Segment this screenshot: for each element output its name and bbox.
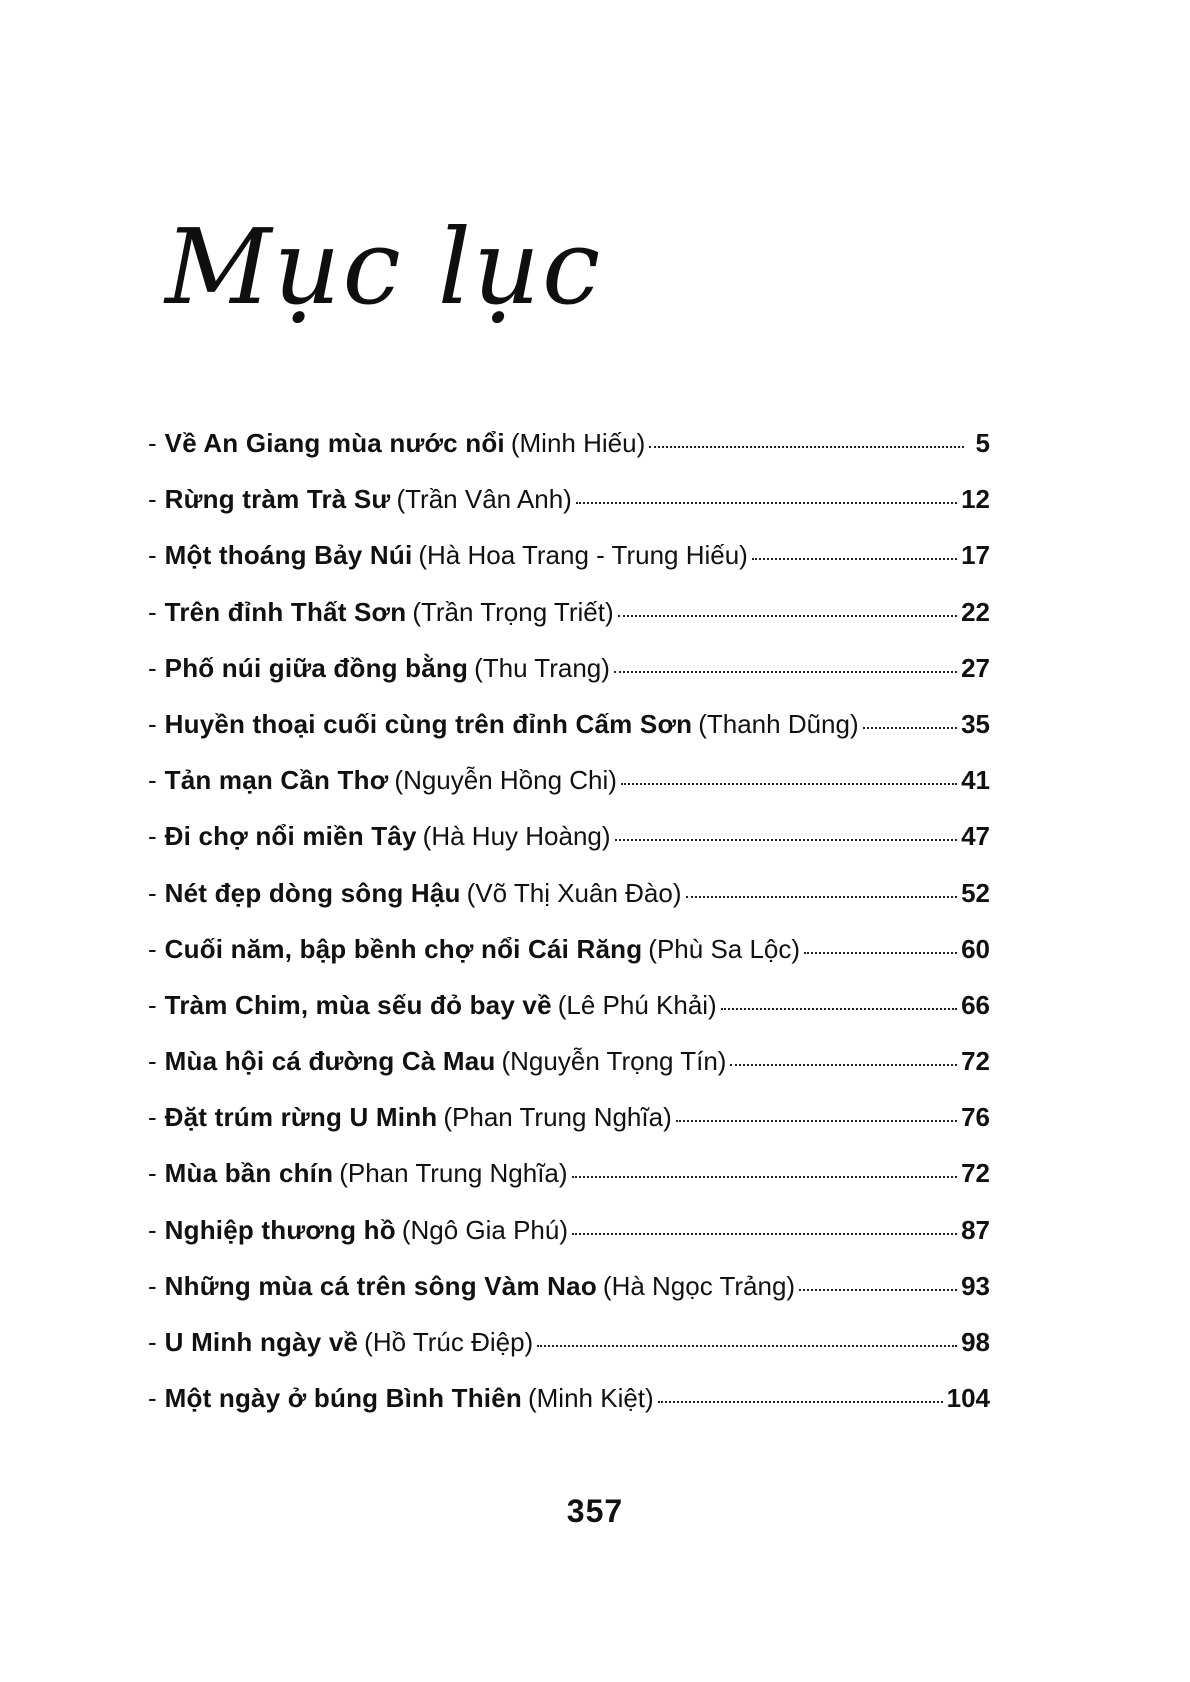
toc-entry xyxy=(148,934,990,990)
toc-entry xyxy=(148,1158,990,1214)
entry-author: (Trần Trọng Triết) xyxy=(412,596,614,627)
entry-page: 72 xyxy=(961,1158,990,1189)
entry-dash: - xyxy=(148,821,157,852)
dot-leader xyxy=(614,671,957,673)
entry-page: 93 xyxy=(961,1270,990,1301)
dot-leader xyxy=(572,1176,958,1178)
entry-dash: - xyxy=(148,1383,157,1414)
entry-author: (Hà Ngọc Trảng) xyxy=(602,1270,796,1301)
page-number: 357 xyxy=(566,1493,624,1529)
dot-leader xyxy=(649,446,964,448)
dot-leader xyxy=(621,783,957,785)
entry-dash: - xyxy=(148,1270,157,1301)
entry-title: Đi chợ nổi miền Tây xyxy=(164,821,417,852)
toc-heading: Mục lục xyxy=(165,206,603,328)
entry-page: 22 xyxy=(961,596,990,627)
toc-entry xyxy=(148,1046,990,1102)
entry-author: (Lê Phú Khải) xyxy=(557,989,717,1020)
entry-page: 72 xyxy=(961,1046,990,1077)
toc-entry xyxy=(148,821,990,877)
entry-title: Tràm Chim, mùa sếu đỏ bay về xyxy=(164,989,552,1020)
dot-leader xyxy=(799,1289,957,1291)
toc-list xyxy=(148,428,990,1439)
toc-entry xyxy=(148,484,990,540)
entry-title: Huyền thoại cuối cùng trên đỉnh Cấm Sơn xyxy=(164,708,693,739)
entry-page: 98 xyxy=(961,1327,990,1357)
entry-author: (Ngô Gia Phú) xyxy=(401,1214,568,1245)
entry-dash: - xyxy=(148,877,157,908)
dot-leader xyxy=(537,1345,957,1347)
dot-leader xyxy=(804,952,957,954)
entry-dash: - xyxy=(148,1327,157,1357)
entry-title: Về An Giang mùa nước nổi xyxy=(164,428,505,458)
entry-page: 60 xyxy=(961,933,990,964)
entry-title: U Minh ngày về xyxy=(164,1327,359,1357)
toc-entry xyxy=(148,428,990,484)
entry-author: (Hà Hoa Trang - Trung Hiếu) xyxy=(418,540,748,571)
entry-title: Những mùa cá trên sông Vàm Nao xyxy=(164,1270,597,1301)
entry-dash: - xyxy=(148,540,157,571)
entry-title: Trên đỉnh Thất Sơn xyxy=(164,596,407,627)
toc-entry xyxy=(148,765,990,821)
entry-page: 76 xyxy=(961,1102,990,1133)
entry-title: Mùa hội cá đường Cà Mau xyxy=(164,1046,496,1077)
entry-author: (Phan Trung Nghĩa) xyxy=(443,1102,672,1133)
entry-author: (Nguyễn Hồng Chi) xyxy=(394,765,617,796)
entry-title: Nghiệp thương hồ xyxy=(164,1214,396,1245)
entry-page: 87 xyxy=(961,1214,990,1245)
toc-entry xyxy=(148,1215,990,1271)
entry-title: Tản mạn Cần Thơ xyxy=(164,765,389,796)
toc-entry xyxy=(148,1327,990,1383)
entry-title: Rừng tràm Trà Sư xyxy=(164,484,391,515)
entry-author: (Minh Kiệt) xyxy=(527,1383,654,1414)
entry-dash: - xyxy=(148,1214,157,1245)
dot-leader xyxy=(676,1120,957,1122)
entry-page: 35 xyxy=(961,708,990,739)
entry-author: (Minh Hiếu) xyxy=(510,428,646,458)
entry-title: Đặt trúm rừng U Minh xyxy=(164,1102,438,1133)
toc-entry xyxy=(148,1102,990,1158)
entry-page: 12 xyxy=(961,484,990,515)
entry-title: Một ngày ở búng Bình Thiên xyxy=(164,1383,522,1414)
entry-page: 52 xyxy=(961,877,990,908)
entry-dash: - xyxy=(148,1158,157,1189)
entry-dash: - xyxy=(148,1102,157,1133)
entry-dash: - xyxy=(148,765,157,796)
toc-entry xyxy=(148,653,990,709)
toc-entry xyxy=(148,990,990,1046)
entry-dash: - xyxy=(148,989,157,1020)
entry-page: 41 xyxy=(961,765,990,796)
entry-dash: - xyxy=(148,933,157,964)
dot-leader xyxy=(721,1008,957,1010)
dot-leader xyxy=(572,1233,957,1235)
dot-leader xyxy=(730,1064,957,1066)
entry-author: (Trần Vân Anh) xyxy=(396,484,572,515)
dot-leader xyxy=(576,502,957,504)
entry-author: (Thu Trang) xyxy=(474,652,610,683)
toc-entry xyxy=(148,1271,990,1327)
entry-title: Cuối năm, bập bềnh chợ nổi Cái Răng xyxy=(164,933,643,964)
entry-dash: - xyxy=(148,596,157,627)
toc-entry xyxy=(148,597,990,653)
dot-leader xyxy=(618,615,957,617)
entry-page: 27 xyxy=(961,652,990,683)
entry-title: Mùa bần chín xyxy=(164,1158,334,1189)
entry-page: 66 xyxy=(961,989,990,1020)
toc-entry xyxy=(148,1383,990,1439)
entry-dash: - xyxy=(148,428,157,458)
entry-author: (Hồ Trúc Điệp) xyxy=(364,1327,534,1357)
entry-title: Nét đẹp dòng sông Hậu xyxy=(164,877,461,908)
dot-leader xyxy=(615,839,958,841)
entry-author: (Võ Thị Xuân Đào) xyxy=(466,877,682,908)
dot-leader xyxy=(863,727,957,729)
entry-page: 5 xyxy=(975,428,990,458)
dot-leader xyxy=(686,896,958,898)
entry-page: 104 xyxy=(946,1383,990,1414)
entry-dash: - xyxy=(148,652,157,683)
entry-title: Phố núi giữa đồng bằng xyxy=(164,652,469,683)
entry-dash: - xyxy=(148,1046,157,1077)
toc-entry xyxy=(148,878,990,934)
entry-dash: - xyxy=(148,708,157,739)
entry-author: (Hà Huy Hoàng) xyxy=(422,821,611,852)
entry-dash: - xyxy=(148,484,157,515)
toc-entry xyxy=(148,540,990,596)
entry-title: Một thoáng Bảy Núi xyxy=(164,540,413,571)
entry-page: 47 xyxy=(961,821,990,852)
entry-author: (Phan Trung Nghĩa) xyxy=(339,1158,568,1189)
dot-leader xyxy=(752,558,957,560)
toc-entry xyxy=(148,709,990,765)
entry-author: (Thanh Dũng) xyxy=(698,708,859,739)
entry-author: (Nguyễn Trọng Tín) xyxy=(501,1046,727,1077)
entry-author: (Phù Sa Lộc) xyxy=(648,933,801,964)
dot-leader xyxy=(658,1401,943,1403)
entry-page: 17 xyxy=(961,540,990,571)
